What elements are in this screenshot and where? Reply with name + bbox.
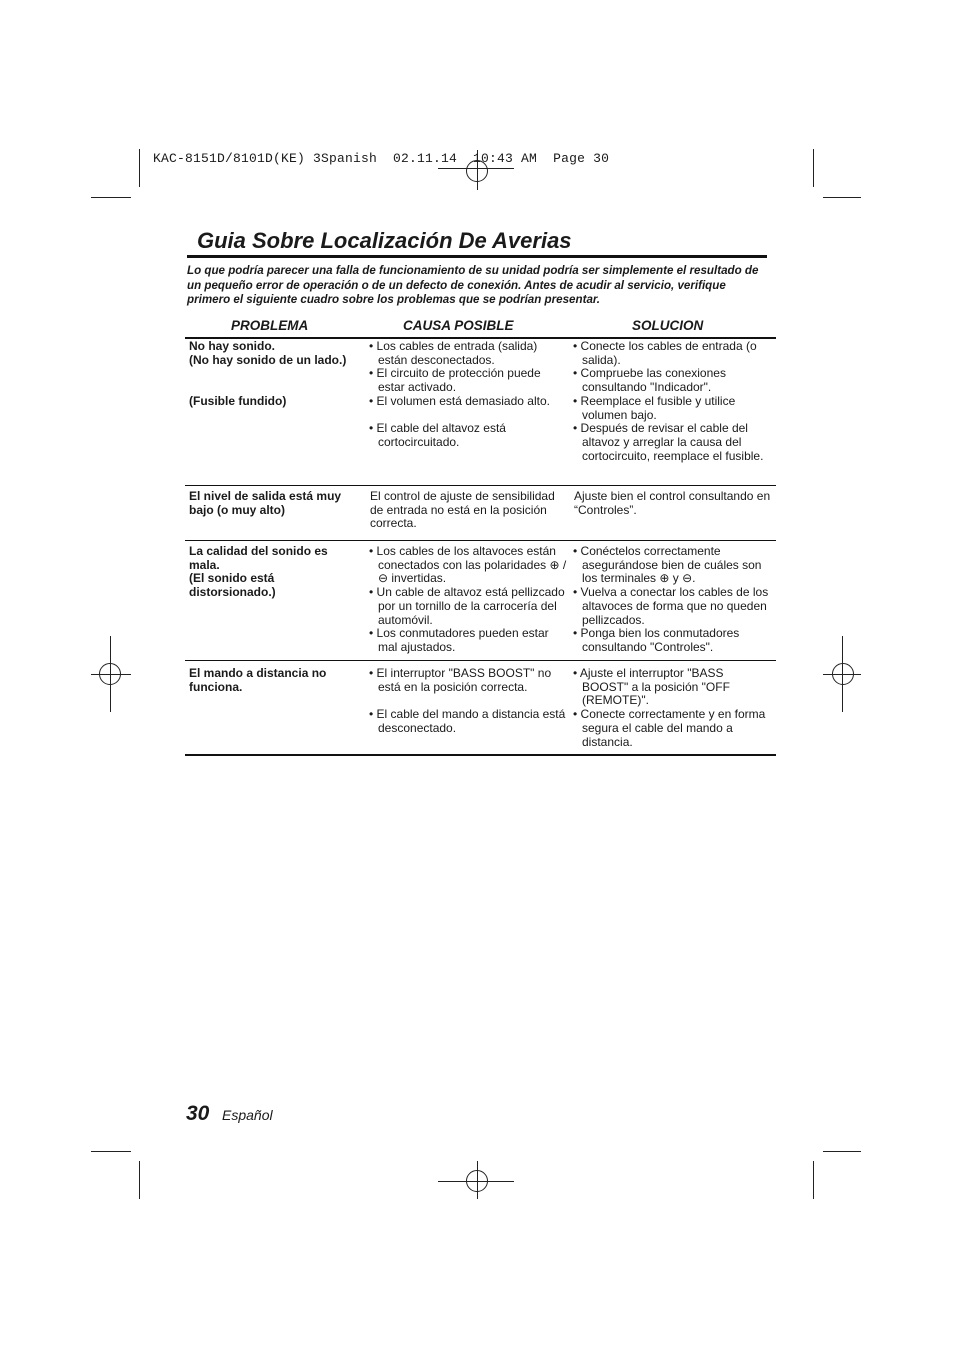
cause-item: • El interruptor "BASS BOOST" no está en la posición correcta. bbox=[369, 666, 552, 694]
row2-solution bbox=[574, 490, 774, 517]
crop-mark bbox=[139, 1161, 140, 1199]
cause-item: • Los conmutadores pueden estar mal ajustados. bbox=[369, 626, 549, 654]
crop-mark bbox=[813, 149, 814, 187]
problem-text: La calidad del sonido es mala. bbox=[189, 544, 328, 572]
solution-item: • Conéctelos correctamente asegurándose bien de cuáles son los terminales ⊕ y ⊖. bbox=[573, 544, 762, 586]
row2-problem bbox=[189, 490, 359, 517]
cause-item: • Los cables de entrada (salida) están desconectados. bbox=[369, 339, 538, 367]
crop-mark bbox=[823, 197, 861, 198]
cause-item: • El circuito de protección puede estar activado. bbox=[369, 366, 541, 395]
solution-item: • Reemplace el fusible y utilice volumen bajo. bbox=[573, 393, 736, 422]
solution-item: • Conecte correctamente y en forma segura el cable del mando a distancia. bbox=[573, 707, 766, 749]
solution-item: • Ponga bien los conmutadores consultando "Controles". bbox=[573, 626, 740, 654]
row-divider bbox=[185, 485, 776, 486]
row1-solution bbox=[573, 340, 773, 463]
header-problem: PROBLEMA bbox=[231, 318, 309, 333]
solution-item: • Ajuste el interruptor "BASS BOOST" a la posición "OFF (REMOTE)". bbox=[573, 666, 730, 708]
crop-mark bbox=[813, 1161, 814, 1199]
row3-problem bbox=[189, 545, 349, 600]
page-number: 30 bbox=[186, 1102, 210, 1125]
cause-item: El control de ajuste de sensibilidad de entrada no está en la posición correcta. bbox=[370, 489, 555, 531]
page-title: Guia Sobre Localización De Averias bbox=[197, 228, 572, 253]
table-bottom-rule bbox=[185, 754, 776, 756]
solution-item: • Vuelva a conectar los cables de los altavoces de forma que no queden pellizcados. bbox=[573, 585, 769, 627]
row4-solution bbox=[573, 667, 773, 749]
cause-item: • Un cable de altavoz está pellizcado por un tornillo de la carrocería del automóvil. bbox=[369, 585, 565, 627]
solution-item: Ajuste bien el control consultando en “Controles”. bbox=[574, 489, 771, 517]
problem-text: (El sonido está distorsionado.) bbox=[189, 571, 276, 600]
problem-text: No hay sonido. bbox=[189, 339, 276, 353]
problem-text: El nivel de salida está muy bajo (o muy alto) bbox=[189, 489, 342, 517]
header-solution: SOLUCION bbox=[632, 318, 704, 333]
solution-item: • Compruebe las conexiones consultando "Indicador". bbox=[573, 366, 726, 395]
cause-item: • El volumen está demasiado alto. bbox=[369, 393, 550, 408]
crop-mark bbox=[91, 1151, 131, 1152]
header-cause: CAUSA POSIBLE bbox=[403, 318, 514, 333]
cause-item: • El cable del mando a distancia está desconectado. bbox=[369, 707, 566, 735]
problem-text: El mando a distancia no funciona. bbox=[189, 666, 327, 694]
row3-cause bbox=[369, 545, 567, 655]
title-rule bbox=[187, 255, 767, 258]
intro-paragraph: Lo que podría parecer una falla de funcionamiento de su unidad podría ser simplemente el resultado de un pequeño error de operación o de un defecto de conexión. Antes de acudir al servicio, verifique primero el siguiente cuadro sobre los problemas que se podrían presentar. bbox=[187, 264, 759, 307]
solution-item: • Conecte los cables de entrada (o salida). bbox=[573, 339, 757, 367]
footer-language: Español bbox=[222, 1107, 273, 1123]
row1-cause bbox=[369, 340, 567, 450]
row1-problem bbox=[189, 340, 364, 408]
solution-item: • Después de revisar el cable del altavoz y arreglar la causa del cortocircuito, reemplace el fusible. bbox=[573, 421, 764, 463]
crop-mark bbox=[91, 197, 131, 198]
row3-solution bbox=[573, 545, 773, 655]
cause-item: • Los cables de los altavoces están conectados con las polaridades ⊕ / ⊖ invertidas. bbox=[369, 544, 567, 586]
crop-mark bbox=[139, 149, 140, 187]
row-divider bbox=[185, 660, 776, 661]
print-slug: KAC-8151D/8101D(KE) 3Spanish 02.11.14 10:43 AM Page 30 bbox=[153, 151, 610, 166]
problem-text: (No hay sonido de un lado.) bbox=[189, 352, 347, 367]
cause-item: • El cable del altavoz está cortocircuitado. bbox=[369, 421, 506, 449]
crop-mark bbox=[823, 1151, 861, 1152]
row2-cause bbox=[370, 490, 560, 531]
problem-text: (Fusible fundido) bbox=[189, 393, 287, 408]
row4-problem bbox=[189, 667, 349, 694]
row-divider bbox=[185, 540, 776, 541]
row4-cause bbox=[369, 667, 567, 736]
